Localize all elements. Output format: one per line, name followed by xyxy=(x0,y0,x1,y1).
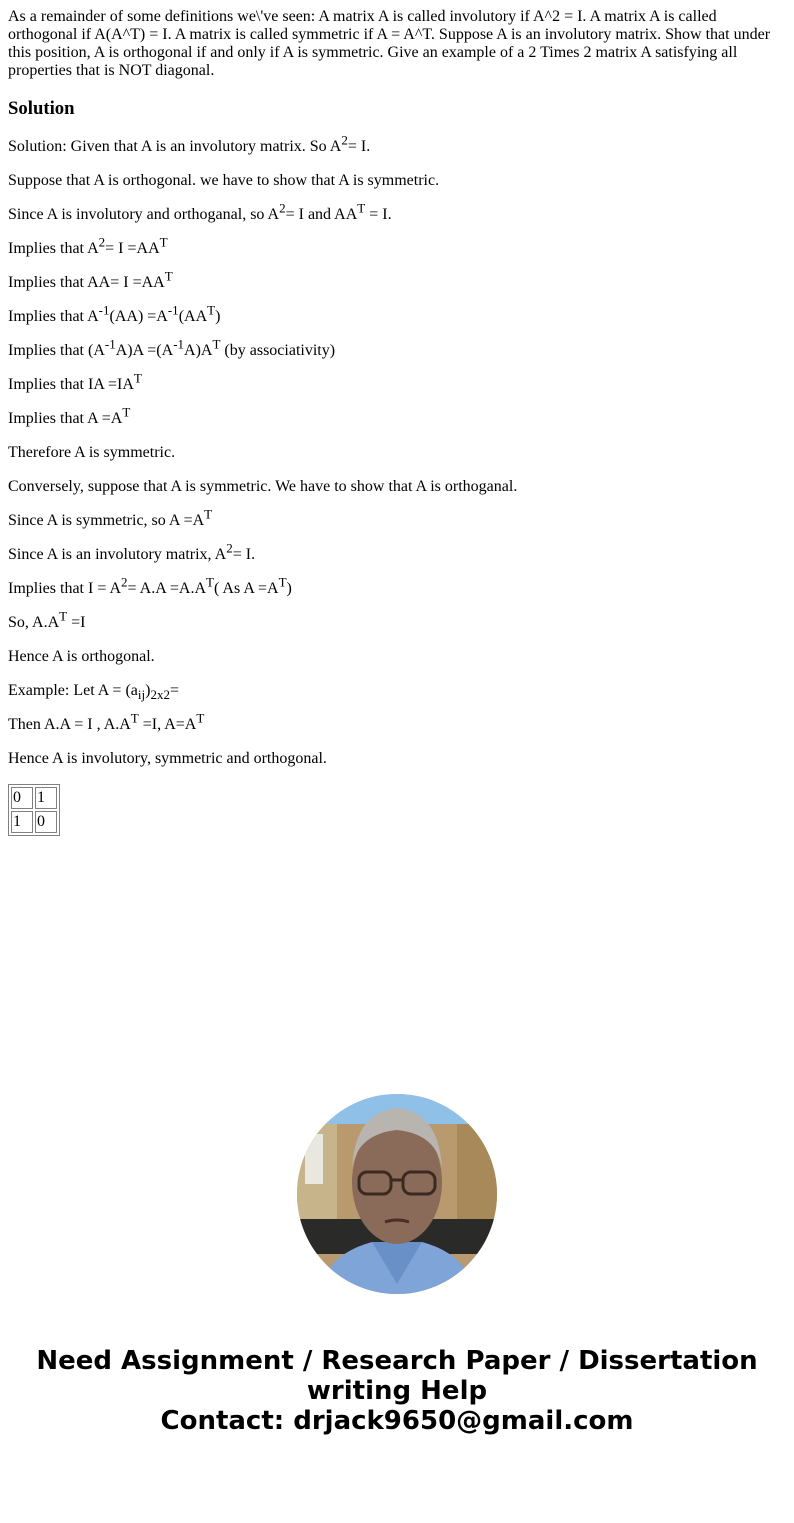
solution-line xyxy=(8,710,786,734)
solution-line xyxy=(8,506,786,530)
line-text: Conversely, suppose that A is symmetric. We have to show that A is orthoganal. xyxy=(8,478,518,495)
solution-line xyxy=(8,132,786,156)
line-text: = xyxy=(169,682,179,699)
superscript: 2 xyxy=(341,132,348,148)
contact-footer xyxy=(8,1346,786,1436)
line-text: Implies that (A xyxy=(8,342,105,359)
line-text: Hence A is involutory, symmetric and orthogonal. xyxy=(8,750,327,767)
footer-contact: Contact: drjack9650@gmail.com xyxy=(160,1406,634,1436)
line-text: Implies that AA= I =AA xyxy=(8,274,165,291)
matrix-cell: 0 xyxy=(35,811,57,833)
superscript: 2 xyxy=(98,234,106,250)
superscript: -1 xyxy=(167,302,179,318)
line-text: So, A.A xyxy=(8,614,60,631)
solution-line xyxy=(8,268,786,292)
superscript: T xyxy=(130,710,139,726)
line-text: = I =AA xyxy=(105,240,160,257)
line-text: Implies that IA =IA xyxy=(8,376,134,393)
superscript: -1 xyxy=(98,302,110,318)
line-text: Since A is an involutory matrix, A xyxy=(8,546,227,563)
footer-line: writing Help xyxy=(306,1376,488,1406)
line-text: Therefore A is symmetric. xyxy=(8,444,176,461)
superscript: T xyxy=(133,370,142,386)
solution-line xyxy=(8,478,786,496)
line-text: = I and AA xyxy=(285,206,358,223)
line-text: = A.A =A.A xyxy=(127,580,207,597)
superscript: 2 xyxy=(121,574,128,590)
solution-line xyxy=(8,234,786,258)
example-matrix-table xyxy=(8,784,60,836)
solution-line xyxy=(8,750,786,768)
author-photo xyxy=(297,1094,497,1294)
line-text: A)A =(A xyxy=(115,342,174,359)
line-text: =I, A=A xyxy=(138,716,197,733)
line-text: (AA xyxy=(178,308,208,325)
solution-line xyxy=(8,370,786,394)
line-text: Suppose that A is orthogonal. we have to show that A is symmetric. xyxy=(8,172,440,189)
solution-line xyxy=(8,172,786,190)
line-text: Implies that A xyxy=(8,308,99,325)
superscript: T xyxy=(212,336,221,352)
line-text: ) xyxy=(286,580,292,597)
line-text: (AA) =A xyxy=(109,308,168,325)
solution-line xyxy=(8,302,786,326)
superscript: T xyxy=(196,710,205,726)
line-text: Implies that A xyxy=(8,240,99,257)
question-text: As a remainder of some definitions we\'ve seen: A matrix A is called involutory if A^2 = I. A matrix A is called orthogonal if A(A^T) = I. A matrix is called symmetric if A = A^T. Suppose A is an involutory matrix. Show that under this position, A is orthogonal if and only if A is symmetric. Give an example of a 2 Times 2 matrix A satisfying all properties that is NOT diagonal. xyxy=(8,8,771,79)
solution-line xyxy=(8,682,786,703)
line-text: Example: Let A = (a xyxy=(8,682,138,699)
solution-line xyxy=(8,648,786,666)
line-text: =I xyxy=(67,614,86,631)
line-text: = I. xyxy=(347,138,371,155)
solution-line xyxy=(8,200,786,224)
line-text: = I. xyxy=(365,206,392,223)
superscript: T xyxy=(206,574,214,590)
matrix-cell: 0 xyxy=(11,787,33,809)
superscript: T xyxy=(204,506,213,522)
superscript: 2 xyxy=(226,540,233,556)
line-text: = I. xyxy=(232,546,256,563)
superscript: T xyxy=(357,200,366,216)
line-text: Implies that A =A xyxy=(8,410,123,427)
superscript: T xyxy=(159,234,168,250)
superscript: 2 xyxy=(279,200,286,216)
solution-body xyxy=(8,132,786,768)
superscript: T xyxy=(164,268,173,284)
line-text: ) xyxy=(215,308,221,325)
matrix-row xyxy=(11,787,57,809)
matrix-row xyxy=(11,811,57,833)
solution-line xyxy=(8,336,786,360)
solution-line xyxy=(8,574,786,598)
line-text: Since A is involutory and orthoganal, so A xyxy=(8,206,280,223)
matrix-cell: 1 xyxy=(11,811,33,833)
line-text: Since A is symmetric, so A =A xyxy=(8,512,205,529)
line-text: Implies that I = A xyxy=(8,580,122,597)
line-text: Then A.A = I , A.A xyxy=(8,716,131,733)
solution-line xyxy=(8,540,786,564)
superscript: -1 xyxy=(173,336,185,352)
line-text: ( As A =A xyxy=(213,580,279,597)
line-text: A)A xyxy=(184,342,213,359)
solution-line xyxy=(8,404,786,428)
solution-line xyxy=(8,608,786,632)
superscript: T xyxy=(207,302,216,318)
superscript: -1 xyxy=(104,336,116,352)
subscript: 2x2 xyxy=(150,687,170,703)
matrix-cell: 1 xyxy=(35,787,57,809)
superscript: T xyxy=(122,404,131,420)
line-text: Solution: Given that A is an involutory matrix. So A xyxy=(8,138,342,155)
line-text: ) xyxy=(145,682,151,699)
superscript: T xyxy=(59,608,68,624)
footer-line: Need Assignment / Research Paper / Dissertation xyxy=(36,1346,758,1376)
superscript: T xyxy=(278,574,287,590)
line-text: Hence A is orthogonal. xyxy=(8,648,155,665)
solution-line xyxy=(8,444,786,462)
subscript: ij xyxy=(137,687,146,703)
line-text: (by associativity) xyxy=(220,342,336,359)
solution-heading: Solution xyxy=(8,98,75,119)
